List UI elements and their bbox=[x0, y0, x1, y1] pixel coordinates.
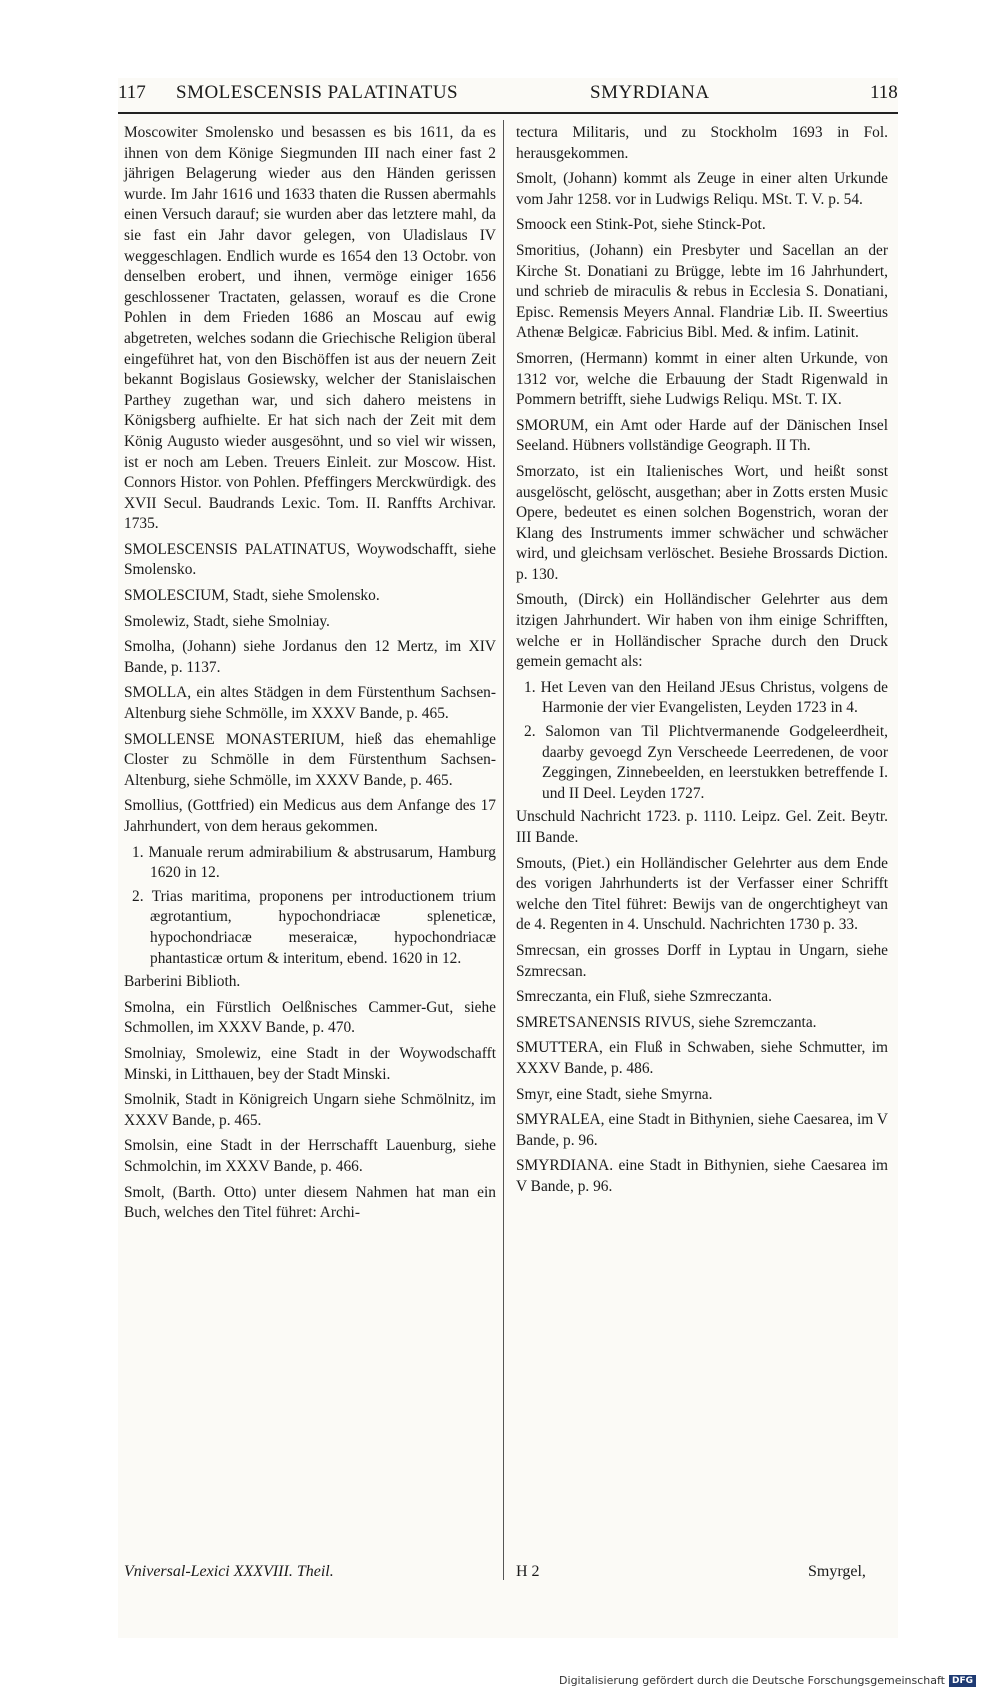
entry-smouth: Smouth, (Dirck) ein Holländischer Gelehrter aus dem itzigen Jahrhundert. Wir haben von ihm einige Schrifften, welche er in Holländischer Sprache durch den Druck gemein gemacht als: bbox=[516, 591, 888, 671]
list-item: 1. Het Leven van den Heiland JEsus Christus, volgens de Harmonie der vier Evangelisten, Leyden 1723 in 4. bbox=[524, 678, 888, 717]
right-page-number: 118 bbox=[870, 82, 898, 103]
entry-smolensko-continued: Moscowiter Smolensko und besassen es bis 1611, da es ihnen von dem Könige Siegmunden III nach einer fast 2 jährigen Belagerung wieder aus den Händen gerissen wurde. Im Jahr 1616 und 1633 thaten die Russen abermahls einen Versuch darauf; sie wurden aber das letztere mahl, da sie fast ein Jahr davor gelegen, von Uladislaus IV weggeschlagen. Endlich wurde es 1654 den 13 Octobr. von denselben erobert, und ihnen, vermöge einiger 1656 geschlossener Tractaten, gelassen, worauf es die Crone Pohlen in dem Frieden 1686 an Moscau auf ewig abgetreten, welches sodann die Griechische Religion überal eingeführet hat, von den Bischöffen ist aus der neuern Zeit bekannt Bogislaus Gosiewsky, welcher der Stanislaischen Parthey zugethan war, und sich dahero meistens in Königsberg aufhielte. Er hat sich nach der Zeit mit dem König Augusto wieder ausgesöhnt, und so viel wir wissen, ist er noch am Leben. Treuers Einleit. zur Moscow. Hist. Connors Histor. von Pohlen. Pfeffingers Merckwürdigk. des XVII Secul. Baudrands Lexic. Tom. II. Ranffts Archivar. 1735. bbox=[124, 124, 496, 533]
right-running-title: SMYRDIANA bbox=[590, 82, 710, 103]
entry-smolescensis: SMOLESCENSIS PALATINATUS, Woywodschafft, siehe Smolensko. bbox=[124, 540, 496, 579]
entry-smretsanensis: SMRETSANENSIS RIVUS, siehe Szremczanta. bbox=[516, 1013, 817, 1031]
volume-signature: Vniversal-Lexici XXXVIII. Theil. bbox=[124, 1563, 334, 1580]
catchword: Smyrgel, bbox=[808, 1563, 866, 1580]
right-column bbox=[516, 123, 888, 1203]
entry-smrecsan: Smrecsan, ein grosses Dorff in Lyptau in Ungarn, siehe Szmrecsan. bbox=[516, 941, 888, 980]
entry-smolt-barth: Smolt, (Barth. Otto) unter diesem Nahmen hat man ein Buch, welches den Titel führet: Archi- bbox=[124, 1183, 496, 1222]
funding-credit bbox=[559, 1674, 976, 1687]
list-item: 2. Salomon van Til Plichtvermanende Godgeleerdheit, daarby gevoegd Zyn Verscheede Leerredenen, de voor Zeggingen, Zinnebeelden, en leerstukken betreffende I. und II Deel. Leyden 1727. bbox=[524, 723, 888, 802]
entry-continued: tectura Militaris, und zu Stockholm 1693 in Fol. herausgekommen. bbox=[516, 124, 888, 162]
left-running-title: SMOLESCENSIS PALATINATUS bbox=[176, 82, 459, 103]
column-divider bbox=[503, 120, 504, 1580]
entry-smolsin: Smolsin, eine Stadt in der Herrschafft Lauenburg, siehe Schmolchin, im XXXV Bande, p. 466. bbox=[124, 1137, 496, 1175]
entry-smoock: Smoock een Stink-Pot, siehe Stinck-Pot. bbox=[516, 216, 766, 234]
entry-smoritius: Smoritius, (Johann) ein Presbyter und Sacellan an der Kirche St. Donatiani zu Brügge, lebte im 16 Jahrhundert, und schrieb de miraculis & rebus in Ecclesia S. Donatiani, Episc. Remensis Meyers Annal. Flandriæ Lib. II. Sweertius Athenæ Belgicæ. Fabricius Bibl. Med. & infim. Latinit. bbox=[516, 241, 888, 342]
left-page-number: 117 bbox=[118, 82, 146, 103]
entry-smyr: Smyr, eine Stadt, siehe Smyrna. bbox=[516, 1085, 713, 1103]
left-column bbox=[124, 123, 496, 1229]
running-header bbox=[118, 82, 898, 110]
entry-smolniay: Smolniay, Smolewiz, eine Stadt in der Woywodschafft Minski, in Litthauen, bey der Stadt Minski. bbox=[124, 1044, 496, 1083]
entry-smouts: Smouts, (Piet.) ein Holländischer Gelehrter aus dem Ende des vorigen Jahrhunderts ist der Verfasser einer Schrifft welche den Titel führet: Bewijs van de ongerchtigheyt van de 4. Regenten in 4. Unschuld. Nachrichten 1730 p. 33. bbox=[516, 854, 888, 934]
entry-smollense: SMOLLENSE MONASTERIUM, hieß das ehemahlige Closter zu Schmölle in dem Fürstenthum Sachsen-Altenburg, siehe Schmölle, im XXXV Bande, p. 465. bbox=[124, 730, 496, 789]
signature-mark: H 2 bbox=[516, 1563, 540, 1580]
entry-smolnik: Smolnik, Stadt in Königreich Ungarn siehe Schmölnitz, im XXXV Bande, p. 465. bbox=[124, 1091, 496, 1129]
credit-text: Digitalisierung gefördert durch die Deutsche Forschungsgemeinschaft bbox=[559, 1674, 945, 1687]
list-item: 1. Manuale rerum admirabilium & abstrusarum, Hamburg 1620 in 12. bbox=[132, 843, 496, 882]
list-item: 2. Trias maritima, proponens per introductionem trium ægrotantium, hypochondriacæ spleneticæ, hypochondriacæ meseraicæ, hypochondriacæ phantasticæ ortum & interitum, ebend. 1620 in 12. bbox=[132, 887, 496, 967]
entry-smolescium: SMOLESCIUM, Stadt, siehe Smolensko. bbox=[124, 587, 380, 605]
header-rule bbox=[118, 112, 898, 114]
reference: Unschuld Nachricht 1723. p. 1110. Leipz. Gel. Zeit. Beytr. III Bande. bbox=[516, 808, 888, 846]
entry-smollius: Smollius, (Gottfried) ein Medicus aus dem Anfange des 17 Jahrhundert, von dem heraus gekommen. bbox=[124, 797, 496, 835]
entry-smorzato: Smorzato, ist ein Italienisches Wort, und heißt sonst ausgelöscht, gelöscht, ausgethan; aber in Zotts ersten Music Opere, bedeutet es einen solchen Bogenstrich, woran der Klang des Instruments immer schwächer und schwächer wird, und gleichsam verlöschet. Besiehe Brossards Diction. p. 130. bbox=[516, 462, 888, 583]
entry-smolt-johann: Smolt, (Johann) kommt als Zeuge in einer alten Urkunde vom Jahr 1258. vor in Ludwigs Reliqu. MSt. T. V. p. 54. bbox=[516, 170, 888, 208]
entry-smorren: Smorren, (Hermann) kommt in einer alten Urkunde, von 1312 vor, welche die Erbauung der Stadt Rigenwald in Pommern betrifft, siehe Ludwigs Reliqu. MSt. T. IX. bbox=[516, 349, 888, 409]
entry-smuttera: SMUTTERA, ein Fluß in Schwaben, siehe Schmutter, im XXXV Bande, p. 486. bbox=[516, 1039, 888, 1077]
reference: Barberini Biblioth. bbox=[124, 973, 241, 991]
entry-smreczanta: Smreczanta, ein Fluß, siehe Szmreczanta. bbox=[516, 988, 772, 1006]
dfg-logo: DFG bbox=[949, 1675, 976, 1687]
entry-smolna: Smolna, ein Fürstlich Oelßnisches Cammer-Gut, siehe Schmollen, im XXXV Bande, p. 470. bbox=[124, 998, 496, 1037]
entry-smyralea: SMYRALEA, eine Stadt in Bithynien, siehe Caesarea, im V Bande, p. 96. bbox=[516, 1111, 888, 1149]
entry-smolla: SMOLLA, ein altes Städgen in dem Fürstenthum Sachsen-Altenburg siehe Schmölle, im XXXV Bande, p. 465. bbox=[124, 684, 496, 723]
entry-smorum: SMORUM, ein Amt oder Harde auf der Dänischen Insel Seeland. Hübners vollständige Geograph. II Th. bbox=[516, 416, 888, 455]
entry-smyrdiana: SMYRDIANA. eine Stadt in Bithynien, siehe Caesarea im V Bande, p. 96. bbox=[516, 1157, 888, 1195]
entry-smolha: Smolha, (Johann) siehe Jordanus den 12 Mertz, im XIV Bande, p. 1137. bbox=[124, 638, 496, 676]
entry-smolewiz: Smolewiz, Stadt, siehe Smolniay. bbox=[124, 612, 330, 630]
